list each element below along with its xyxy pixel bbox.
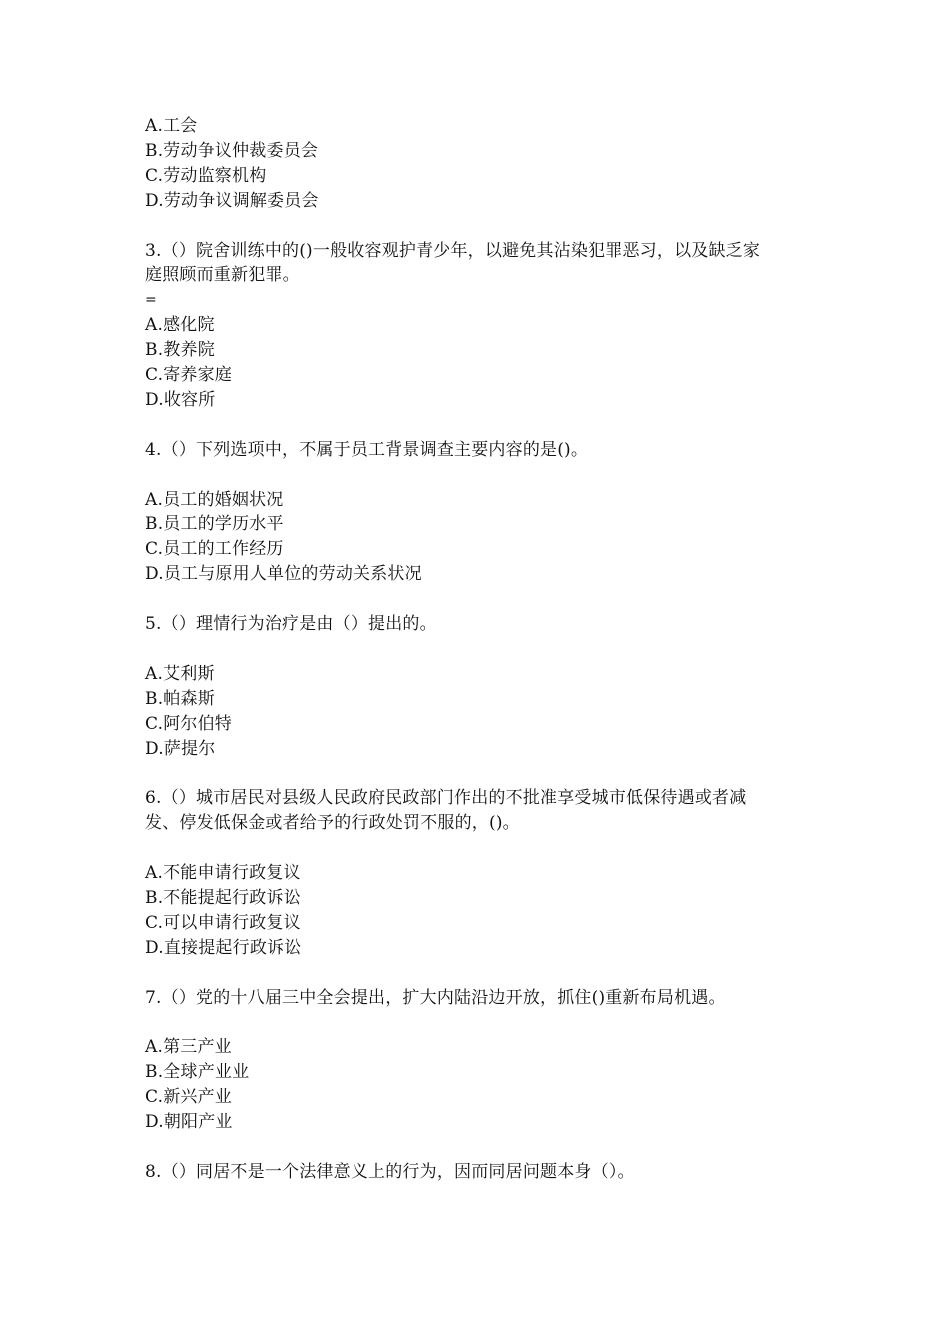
prev-question-options xyxy=(145,114,813,214)
question-text: 3.（）院舍训练中的()一般收容观护青少年，以避免其沾染犯罪恶习，以及缺乏家 xyxy=(145,240,761,261)
question-7 xyxy=(145,986,813,1135)
option-b: B.员工的学历水平 xyxy=(145,514,284,535)
option-b: B.不能提起行政诉讼 xyxy=(145,887,301,908)
question-4 xyxy=(145,438,813,587)
option-a: A.第三产业 xyxy=(145,1037,232,1058)
option-d: D.萨提尔 xyxy=(145,738,216,759)
question-text: 5.（）理情行为治疗是由（）提出的。 xyxy=(145,614,437,635)
question-5 xyxy=(145,612,813,761)
question-list xyxy=(145,114,813,1185)
option-c: C.劳动监察机构 xyxy=(145,165,267,186)
option-a: A.工会 xyxy=(145,116,198,136)
option-d: D.直接提起行政诉讼 xyxy=(145,937,302,958)
option-a: A.艾利斯 xyxy=(145,663,215,684)
question-6 xyxy=(145,786,813,960)
option-d: D.收容所 xyxy=(145,389,216,410)
question-8 xyxy=(145,1160,813,1185)
question-text: 发、停发低保金或者给予的行政处罚不服的，()。 xyxy=(145,813,520,834)
option-a: A.不能申请行政复议 xyxy=(145,863,301,884)
question-text: 7.（）党的十八届三中全会提出，扩大内陆沿边开放，抓住()重新布局机遇。 xyxy=(145,987,726,1008)
question-text: 6.（）城市居民对县级人民政府民政部门作出的不批准享受城市低保待遇或者减 xyxy=(145,788,747,809)
option-c: C.寄养家庭 xyxy=(145,365,233,386)
question-3 xyxy=(145,239,813,413)
option-b: B.帕森斯 xyxy=(145,688,215,709)
option-b: B.劳动争议仲裁委员会 xyxy=(145,140,319,161)
question-text: 4.（）下列选项中，不属于员工背景调查主要内容的是()。 xyxy=(145,439,589,460)
question-text: 庭照顾而重新犯罪。 xyxy=(145,265,300,286)
option-c: C.新兴产业 xyxy=(145,1087,233,1108)
option-d: D.劳动争议调解委员会 xyxy=(145,190,319,211)
option-c: C.可以申请行政复议 xyxy=(145,912,301,933)
option-c: C.阿尔伯特 xyxy=(145,713,233,734)
question-extra: = xyxy=(145,292,157,309)
option-a: A.员工的婚姻状况 xyxy=(145,489,284,510)
option-c: C.员工的工作经历 xyxy=(145,539,284,560)
option-b: B.教养院 xyxy=(145,340,215,361)
option-b: B.全球产业业 xyxy=(145,1062,250,1083)
question-text: 8.（）同居不是一个法律意义上的行为，因而同居问题本身（）。 xyxy=(145,1161,635,1182)
option-d: D.朝阳产业 xyxy=(145,1112,233,1133)
option-d: D.员工与原用人单位的劳动关系状况 xyxy=(145,564,422,585)
option-a: A.感化院 xyxy=(145,315,215,336)
